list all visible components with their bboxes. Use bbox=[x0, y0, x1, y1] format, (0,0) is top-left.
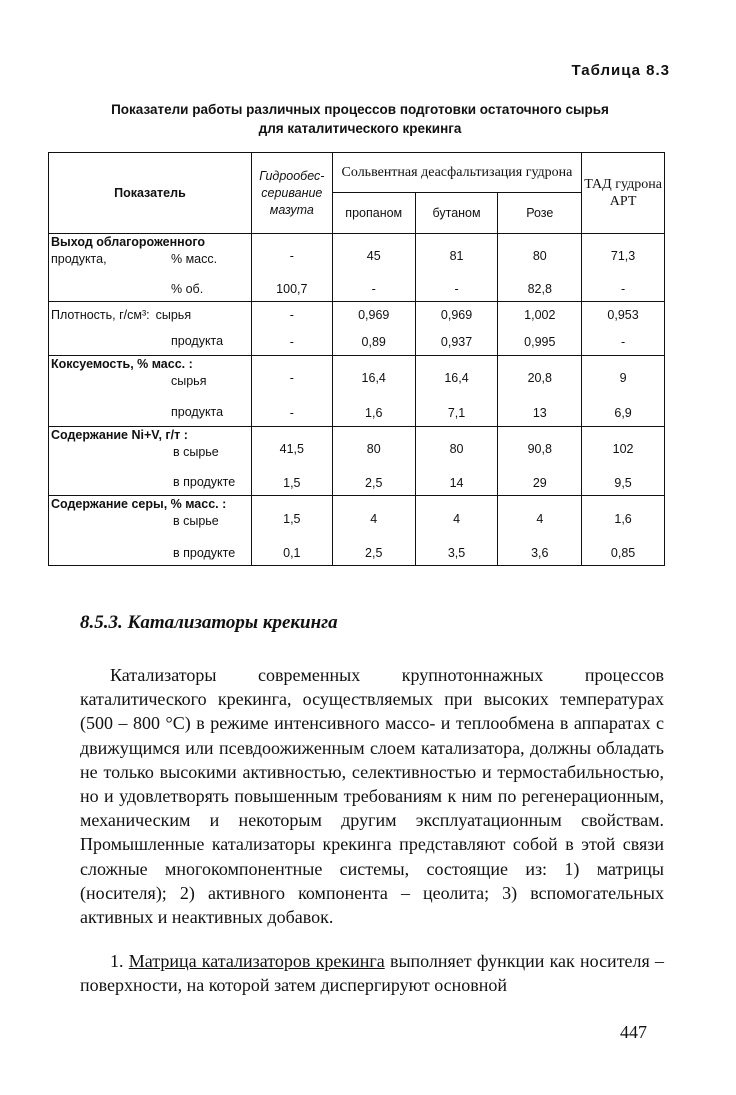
header-tad: ТАД гудрона АРТ bbox=[582, 153, 665, 234]
row-label-title: Содержание Ni+V, г/т : bbox=[51, 428, 188, 442]
row-unit: % об. bbox=[171, 281, 204, 296]
row-label-title: Коксуемость, % масс. : bbox=[51, 357, 193, 371]
page-number: 447 bbox=[620, 1022, 647, 1042]
row-label bbox=[49, 356, 252, 400]
cell-value: 4 bbox=[415, 496, 498, 542]
cell-value: - bbox=[251, 356, 332, 400]
row-unit: сырья bbox=[155, 307, 192, 322]
table-row bbox=[49, 356, 665, 400]
row-label bbox=[49, 329, 252, 356]
cell-value: 80 bbox=[498, 234, 582, 278]
section-heading: 8.5.3. Катализаторы крекинга bbox=[80, 612, 338, 633]
cell-value: 0,937 bbox=[415, 329, 498, 356]
row-label-title: Содержание серы, % масс. : bbox=[51, 497, 227, 511]
caption-line-2: для каталитического крекинга bbox=[258, 121, 462, 136]
cell-value: 2,5 bbox=[332, 542, 415, 566]
row-label-continuation: продукта, bbox=[51, 252, 107, 266]
table-row bbox=[49, 400, 665, 427]
cell-value: 16,4 bbox=[332, 356, 415, 400]
cell-value: - bbox=[251, 234, 332, 278]
row-label bbox=[49, 400, 252, 427]
header-butane: бутаном bbox=[415, 193, 498, 234]
cell-value: 3,6 bbox=[498, 542, 582, 566]
header-indicator: Показатель bbox=[49, 153, 252, 234]
row-label bbox=[49, 234, 252, 278]
table-row bbox=[49, 278, 665, 302]
cell-value: 71,3 bbox=[582, 234, 665, 278]
cell-value: 0,85 bbox=[582, 542, 665, 566]
cell-value: 0,1 bbox=[251, 542, 332, 566]
para2-underlined-term: Матрица катализаторов крекинга bbox=[128, 951, 385, 971]
header-propane: пропаном bbox=[332, 193, 415, 234]
cell-value: 9,5 bbox=[582, 471, 665, 496]
row-unit: в сырье bbox=[173, 514, 219, 528]
cell-value: 4 bbox=[332, 496, 415, 542]
row-unit: продукта bbox=[171, 405, 224, 420]
cell-value: 16,4 bbox=[415, 356, 498, 400]
para2-prefix: 1. bbox=[110, 951, 129, 971]
cell-value: - bbox=[332, 278, 415, 302]
row-label-title: Выход облагороженного bbox=[51, 235, 206, 249]
data-table bbox=[48, 152, 665, 566]
header-rose: Розе bbox=[498, 193, 582, 234]
table-row bbox=[49, 329, 665, 356]
cell-value: 7,1 bbox=[415, 400, 498, 427]
cell-value: - bbox=[251, 329, 332, 356]
header-hydro: Гидрообес-серивание мазута bbox=[251, 153, 332, 234]
cell-value: 45 bbox=[332, 234, 415, 278]
cell-value: - bbox=[582, 278, 665, 302]
row-unit: сырья bbox=[171, 374, 207, 388]
cell-value: 0,89 bbox=[332, 329, 415, 356]
cell-value: 3,5 bbox=[415, 542, 498, 566]
cell-value: 6,9 bbox=[582, 400, 665, 427]
cell-value: 90,8 bbox=[498, 427, 582, 471]
cell-value: - bbox=[251, 302, 332, 329]
cell-value: 20,8 bbox=[498, 356, 582, 400]
cell-value: 0,969 bbox=[415, 302, 498, 329]
cell-value: 82,8 bbox=[498, 278, 582, 302]
cell-value: 100,7 bbox=[251, 278, 332, 302]
cell-value: - bbox=[582, 329, 665, 356]
cell-value: 1,5 bbox=[251, 471, 332, 496]
cell-value: 81 bbox=[415, 234, 498, 278]
cell-value: 2,5 bbox=[332, 471, 415, 496]
cell-value: 41,5 bbox=[251, 427, 332, 471]
table-row bbox=[49, 542, 665, 566]
row-label bbox=[49, 471, 252, 496]
cell-value: 4 bbox=[498, 496, 582, 542]
row-unit: в продукте bbox=[173, 475, 236, 490]
row-unit: продукта bbox=[171, 334, 224, 349]
header-solvent-group: Сольвентная деасфальтизация гудрона bbox=[332, 153, 581, 193]
row-label bbox=[49, 542, 252, 566]
caption-line-1: Показатели работы различных процессов подготовки остаточного сырья bbox=[111, 102, 609, 117]
cell-value: 1,6 bbox=[582, 496, 665, 542]
cell-value: 102 bbox=[582, 427, 665, 471]
body-paragraph-2 bbox=[80, 949, 664, 997]
cell-value: 0,995 bbox=[498, 329, 582, 356]
body-paragraph-1: Катализаторы современных крупнотоннажных процессов каталитического крекинга, осуществляемых при высоких температурах (500 – 800 °С) в режиме интенсивного массо- и теплообмена в аппаратах с движущимся или псевдоожиженным слоем катализатора, должны обладать не только высокими активностью, селективностью и термостабильностью, но и удовлетворять повышенным требованиям к ним по регенерационным, механическим и некоторым другим эксплуатационным свойствам. Промышленные катализаторы крекинга представляют собой в этой связи сложные многокомпонентные системы, состоящие из: 1) матрицы (носителя); 2) активного компонента – цеолита; 3) вспомогательных активных и неактивных добавок. bbox=[80, 665, 664, 928]
row-unit: в сырье bbox=[173, 445, 219, 459]
cell-value: 14 bbox=[415, 471, 498, 496]
cell-value: - bbox=[251, 400, 332, 427]
row-label-title: Плотность, г/см³: bbox=[51, 307, 150, 322]
cell-value: 80 bbox=[415, 427, 498, 471]
cell-value: - bbox=[415, 278, 498, 302]
cell-value: 1,002 bbox=[498, 302, 582, 329]
row-label bbox=[49, 496, 252, 542]
table-row bbox=[49, 496, 665, 542]
cell-value: 9 bbox=[582, 356, 665, 400]
table-row bbox=[49, 302, 665, 329]
table-row bbox=[49, 427, 665, 471]
cell-value: 0,969 bbox=[332, 302, 415, 329]
cell-value: 1,5 bbox=[251, 496, 332, 542]
cell-value: 0,953 bbox=[582, 302, 665, 329]
cell-value: 29 bbox=[498, 471, 582, 496]
cell-value: 13 bbox=[498, 400, 582, 427]
row-label bbox=[49, 427, 252, 471]
row-unit: % масс. bbox=[171, 252, 218, 266]
cell-value: 80 bbox=[332, 427, 415, 471]
row-label bbox=[49, 302, 252, 329]
para2-rest: выполняет функции как носителя – поверхности, на которой затем диспергируют основной bbox=[80, 951, 665, 996]
table-caption bbox=[50, 100, 670, 138]
cell-value: 1,6 bbox=[332, 400, 415, 427]
table-label: Таблица 8.3 bbox=[571, 62, 670, 79]
table-row bbox=[49, 471, 665, 496]
table-row bbox=[49, 234, 665, 278]
row-unit: в продукте bbox=[173, 545, 236, 560]
table-body bbox=[49, 234, 665, 566]
row-label bbox=[49, 278, 252, 302]
